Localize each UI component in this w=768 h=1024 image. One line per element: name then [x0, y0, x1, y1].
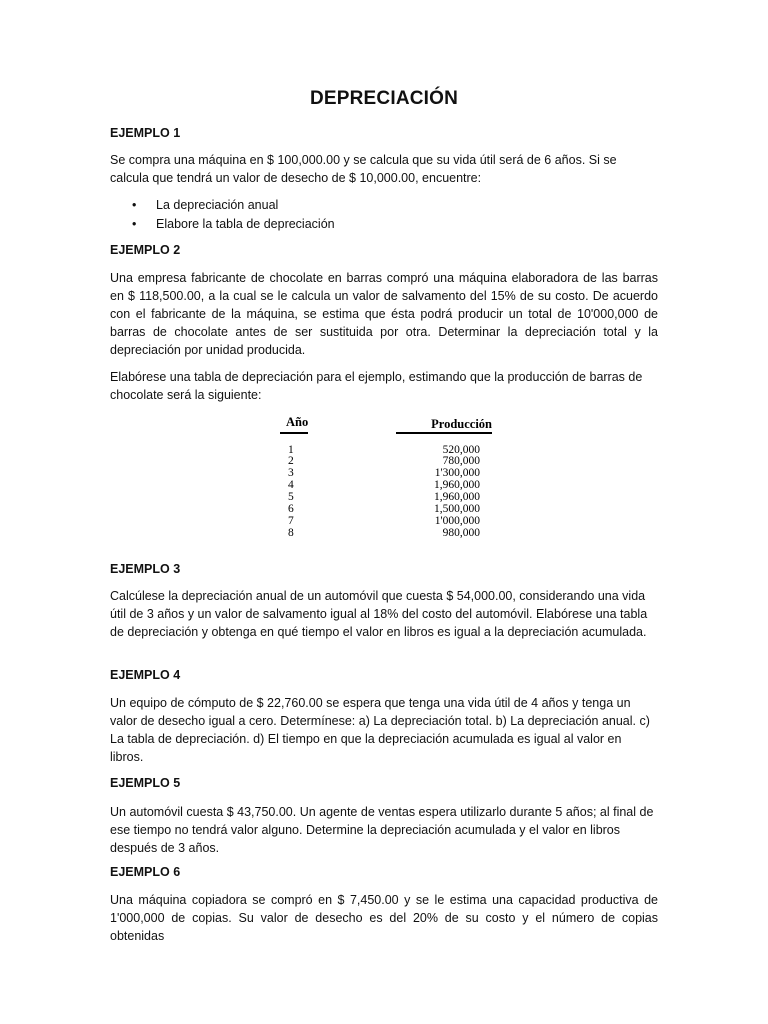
ejemplo-4-heading: EJEMPLO 4	[110, 668, 181, 682]
ejemplo-1-bullet-list	[110, 196, 658, 234]
cell-year: 3	[288, 467, 294, 479]
cell-year: 1	[288, 444, 294, 456]
cell-year: 4	[288, 479, 294, 491]
header-underline-year	[280, 432, 308, 434]
table-header-production: Producción	[431, 417, 492, 431]
table-row	[280, 504, 480, 515]
table-row	[280, 468, 480, 479]
ejemplo-2-text: Una empresa fabricante de chocolate en barras compró una máquina elaboradora de las barras en $ 118,500.00, a la cual se le calcula un valor de salvamento del 15% de su costo. De acuerdo con el fabricante de la máquina, se estima que ésta podrá producir un total de 10'000,000 de barras de chocolate antes de ser sustituida por otra. Determinar la depreciación total y la depreciación por unidad producida.	[110, 271, 658, 357]
cell-production: 1,960,000	[434, 479, 480, 491]
table-row	[280, 480, 480, 491]
table-row	[280, 516, 480, 527]
bullet-text: La depreciación anual	[156, 198, 279, 212]
ejemplo-2-heading: EJEMPLO 2	[110, 243, 181, 257]
cell-production: 520,000	[442, 444, 480, 456]
ejemplo-3-heading: EJEMPLO 3	[110, 562, 181, 576]
bullet-text: Elabore la tabla de depreciación	[156, 217, 335, 231]
ejemplo-3-text: Calcúlese la depreciación anual de un automóvil que cuesta $ 54,000.00, considerando una vida útil de 3 años y un valor de salvamento igual al 18% del costo del automóvil. Elabórese una tabla de depreciación y obtenga en qué tiempo el valor en libros es igual a la depreciación acumulada.	[110, 589, 648, 639]
header-underline-production	[396, 432, 492, 434]
cell-production: 1,960,000	[434, 491, 480, 503]
ejemplo-2-text-2: Elabórese una tabla de depreciación para el ejemplo, estimando que la producción de barras de chocolate será la siguiente:	[110, 370, 643, 402]
table-row	[280, 492, 480, 503]
cell-year: 5	[288, 491, 294, 503]
ejemplo-1-text: Se compra una máquina en $ 100,000.00 y se calcula que su vida útil será de 6 años. Si se calcula que tendrá un valor de desecho de $ 10,000.00, encuentre:	[110, 153, 617, 185]
bullet-icon: •	[132, 198, 137, 212]
cell-year: 6	[288, 503, 294, 515]
cell-year: 7	[288, 515, 294, 527]
table-header-year: Año	[286, 415, 309, 429]
cell-production: 980,000	[442, 527, 480, 539]
production-table	[280, 415, 492, 551]
ejemplo-6-text: Una máquina copiadora se compró en $ 7,450.00 y se le estima una capacidad productiva de 1'000,000 de copias. Su valor de desecho es del 20% de su costo y el número de copias obtenidas	[110, 893, 658, 943]
page-title: DEPRECIACIÓN	[309, 88, 459, 109]
ejemplo-5-heading: EJEMPLO 5	[110, 776, 181, 790]
ejemplo-5-text: Un automóvil cuesta $ 43,750.00. Un agente de ventas espera utilizarlo durante 5 años; al final de ese tiempo no tendrá valor alguno. Determine la depreciación acumulada y el valor en libros después de 3 años.	[110, 805, 654, 855]
table-row	[280, 456, 480, 467]
cell-production: 1'000,000	[434, 515, 480, 527]
ejemplo-1-heading: EJEMPLO 1	[110, 126, 181, 140]
list-item	[110, 215, 658, 234]
ejemplo-4-text: Un equipo de cómputo de $ 22,760.00 se espera que tenga una vida útil de 4 años y tenga un valor de desecho igual a cero. Determínese: a) La depreciación total. b) La depreciación anual. c) La tabla de depreciación. d) El tiempo en que la depreciación acumulada es igual al valor en libros.	[110, 696, 650, 764]
cell-production: 1'300,000	[434, 467, 480, 479]
table-row	[280, 528, 480, 539]
bullet-icon: •	[132, 217, 137, 231]
ejemplo-6-heading: EJEMPLO 6	[110, 865, 181, 879]
cell-production: 780,000	[442, 455, 480, 467]
cell-production: 1,500,000	[434, 503, 480, 515]
list-item	[110, 196, 658, 215]
cell-year: 8	[288, 527, 294, 539]
cell-year: 2	[288, 455, 294, 467]
